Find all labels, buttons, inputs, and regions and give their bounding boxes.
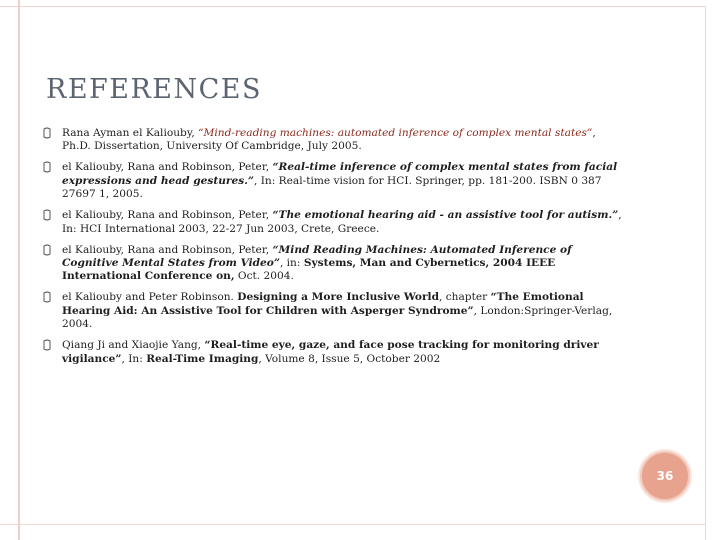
frame-left-line	[18, 0, 20, 540]
reference-connector: , In:	[121, 352, 147, 365]
bullet-icon	[43, 209, 51, 221]
bullet-icon	[43, 161, 51, 173]
reference-item	[42, 339, 622, 366]
reference-book-title: Designing a More Inclusive World	[237, 291, 439, 304]
reference-details: , Ph.D. Dissertation, University Of Cambridge, July 2005.	[62, 127, 596, 153]
slide-title: REFERENCES	[46, 74, 263, 105]
reference-details: , Volume 8, Issue 5, October 2002	[258, 352, 441, 365]
reference-title: “The emotional hearing aid - an assistive tool for autism.”	[272, 209, 619, 222]
reference-journal: Real-Time Imaging	[146, 352, 259, 365]
reference-authors: el Kaliouby, Rana and Robinson, Peter,	[62, 161, 273, 174]
bullet-icon	[43, 291, 51, 303]
reference-details: , in:	[279, 257, 304, 270]
frame-top-line	[0, 6, 705, 7]
reference-date: Oct. 2004.	[234, 270, 294, 283]
reference-venue: Systems, Man and Cybernetics, 2004 IEEE International Conference on,	[62, 257, 556, 283]
reference-publisher: , London:Springer-Verlag, 2004.	[62, 304, 613, 331]
reference-authors: Qiang Ji and Xiaojie Yang,	[62, 339, 205, 352]
reference-title: “Real-time eye, gaze, and face pose tracking for monitoring driver vigilance”	[62, 339, 599, 365]
reference-details: , In: Real-time vision for HCI. Springer, pp. 181-200. ISBN 0 387 27697 1, 2005.	[62, 174, 602, 201]
reference-title: “Mind-reading machines: automated inference of complex mental states”	[198, 127, 593, 139]
reference-item	[42, 244, 622, 284]
reference-item	[42, 209, 622, 236]
reference-connector: , chapter	[439, 291, 491, 304]
reference-details: , In: HCI International 2003, 22-27 Jun 2003, Crete, Greece.	[62, 209, 622, 235]
reference-title: “Mind Reading Machines: Automated Inference of Cognitive Mental States from Video”	[62, 243, 572, 270]
reference-authors: el Kaliouby, Rana and Robinson, Peter,	[62, 209, 273, 222]
page-number-badge: 36	[640, 451, 690, 501]
bullet-icon	[43, 244, 51, 256]
frame-bottom-line	[0, 524, 705, 525]
frame-right-line	[705, 6, 706, 540]
reference-item	[42, 291, 622, 331]
reference-list	[42, 127, 622, 374]
reference-authors: el Kaliouby, Rana and Robinson, Peter,	[62, 243, 273, 256]
reference-item	[42, 127, 622, 154]
bullet-icon	[43, 127, 51, 139]
reference-authors: el Kaliouby and Peter Robinson.	[62, 291, 238, 304]
reference-title: “Real-time inference of complex mental states from facial expressions and head gestures.”	[62, 161, 618, 187]
reference-item	[42, 161, 622, 201]
reference-chapter-title: “The Emotional Hearing Aid: An Assistive Tool for Children with Asperger Syndrome”	[62, 291, 584, 317]
bullet-icon	[43, 339, 51, 351]
reference-authors: Rana Ayman el Kaliouby,	[62, 127, 199, 139]
